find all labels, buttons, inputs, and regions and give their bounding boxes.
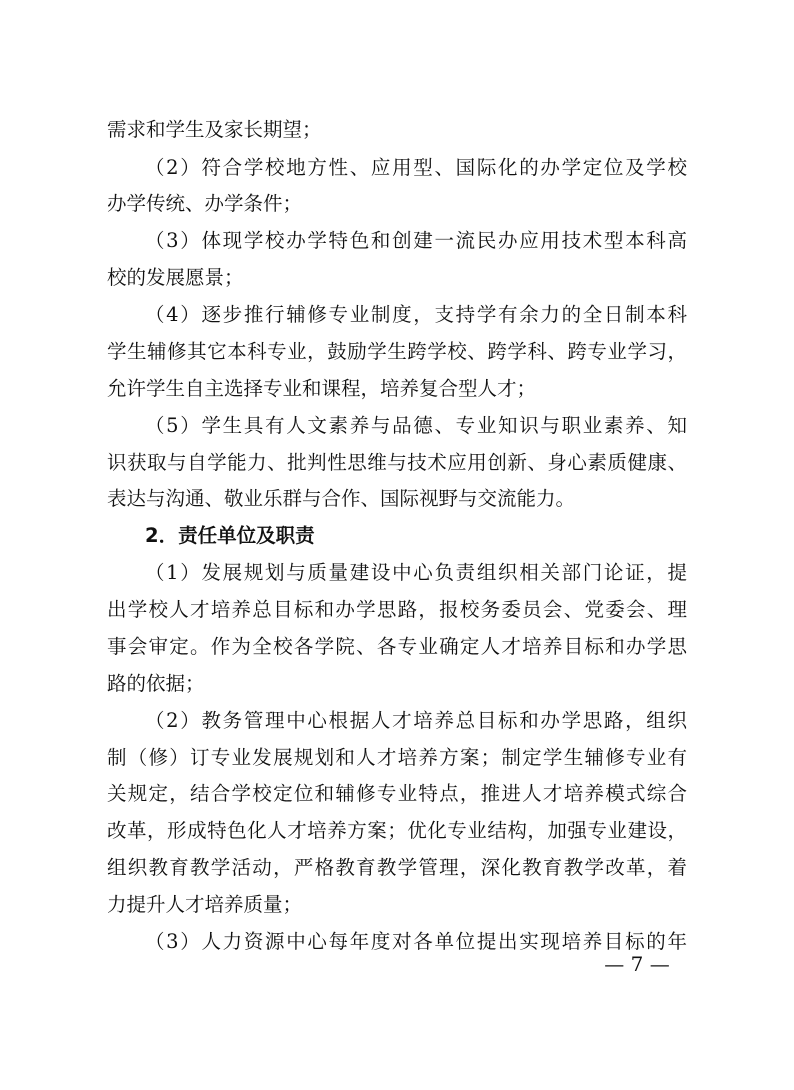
text-line: 路的依据； xyxy=(107,672,205,695)
page-number: — 7 — xyxy=(604,952,670,976)
text-line: 表达与沟通、敬业乐群与合作、国际视野与交流能力。 xyxy=(107,487,576,510)
text-line: 制（修）订专业发展规划和人才培养方案；制定学生辅修专业有 xyxy=(107,746,687,769)
list-item-5: （5）学生具有人文素养与品德、专业知识与职业素养、知 xyxy=(145,414,687,437)
text-line: 关规定，结合学校定位和辅修专业特点，推进人才培养模式综合 xyxy=(107,782,687,805)
list-item-3: （3）体现学校办学特色和创建一流民办应用技术型本科高 xyxy=(145,229,687,252)
text-line: 出学校人才培养总目标和办学思路，报校务委员会、党委会、理 xyxy=(107,598,687,621)
list-item-4: （4）逐步推行辅修专业制度，支持学有余力的全日制本科 xyxy=(145,303,687,326)
text-line: 需求和学生及家长期望； xyxy=(107,118,322,141)
duty-item-1: （1）发展规划与质量建设中心负责组织相关部门论证，提 xyxy=(145,561,687,584)
list-item-2: （2）符合学校地方性、应用型、国际化的办学定位及学校 xyxy=(145,156,687,179)
text-line: 允许学生自主选择专业和课程，培养复合型人才； xyxy=(107,377,537,400)
text-line: 识获取与自学能力、批判性思维与技术应用创新、身心素质健康、 xyxy=(107,451,687,474)
text-line: 校的发展愿景； xyxy=(107,266,244,289)
text-line: 事会审定。作为全校各学院、各专业确定人才培养目标和办学思 xyxy=(107,635,687,658)
duty-item-2: （2）教务管理中心根据人才培养总目标和办学思路，组织 xyxy=(145,709,687,732)
text-line: 办学传统、办学条件； xyxy=(107,192,303,215)
duty-item-3: （3）人力资源中心每年度对各单位提出实现培养目标的年 xyxy=(145,930,687,953)
section-heading: 2．责任单位及职责 xyxy=(145,524,315,547)
text-line: 改革，形成特色化人才培养方案；优化专业结构，加强专业建设， xyxy=(107,819,687,842)
text-line: 力提升人才培养质量； xyxy=(107,893,303,916)
text-line: 学生辅修其它本科专业，鼓励学生跨学校、跨学科、跨专业学习， xyxy=(107,340,687,363)
text-line: 组织教育教学活动，严格教育教学管理，深化教育教学改革，着 xyxy=(107,856,687,879)
